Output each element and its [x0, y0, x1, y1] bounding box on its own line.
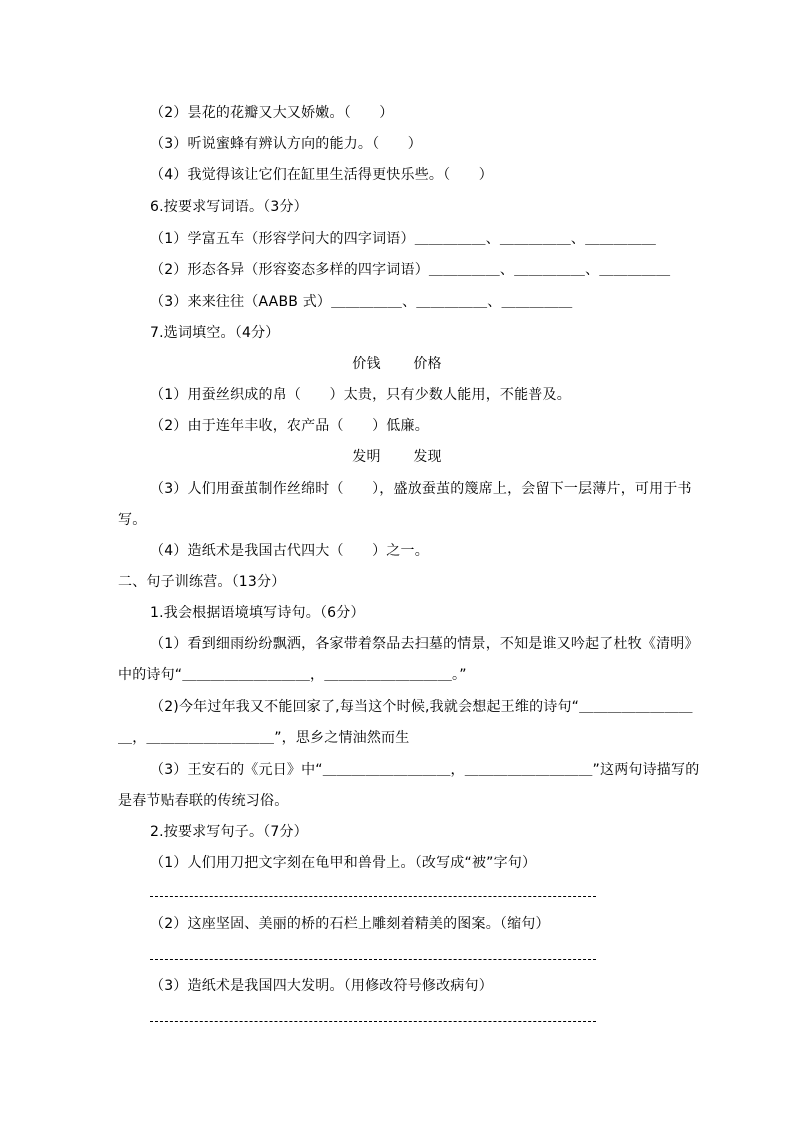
word-option: 价格	[413, 356, 442, 372]
word-option: 发现	[413, 449, 442, 465]
q7-item-1: （1）用蚕丝织成的帛（ ）太贵，只有少数人能用，不能普及。	[150, 387, 571, 403]
answer-line-3[interactable]	[150, 1021, 596, 1022]
answer-line-1[interactable]	[150, 896, 596, 897]
q6-item-1: （1）学富五车（形容学问大的四字词语）＿＿＿＿＿、＿＿＿＿＿、＿＿＿＿＿	[150, 231, 657, 247]
q7-heading: 7.选词填空。（4分）	[150, 325, 280, 341]
word-option: 发明	[352, 449, 381, 465]
q5-item-4: （4）我觉得该让它们在缸里生活得更快乐些。（ ）	[150, 167, 493, 183]
s2-q2-item-3: （3）造纸术是我国四大发明。（用修改符号修改病句）	[150, 978, 493, 994]
q7-item-2: （2）由于连年丰收，农产品（ ）低廉。	[150, 418, 429, 434]
q7-item-4: （4）造纸术是我国古代四大（ ）之一。	[150, 543, 429, 559]
q6-item-2: （2）形态各异（形容姿态多样的四字词语）＿＿＿＿＿、＿＿＿＿＿、＿＿＿＿＿	[150, 262, 671, 278]
q7-word-group-1	[0, 355, 794, 373]
q7-item-3-line-1: （3）人们用蚕茧制作丝绵时（ ），盛放蚕茧的篾席上，会留下一层薄片，可用于书	[150, 481, 692, 497]
s2-q1-item-1-line-1: （1）看到细雨纷纷飘洒，各家带着祭品去扫墓的情景，不知是谁又吟起了杜牧《清明》	[150, 636, 699, 652]
section-2-heading: 二、句子训练营。（13分）	[118, 574, 286, 590]
s2-q1-item-3-line-2: 是春节贴春联的传统习俗。	[118, 793, 289, 809]
q6-heading: 6.按要求写词语。（3分）	[150, 199, 308, 215]
q5-item-2: （2）昙花的花瓣又大又娇嫩。（ ）	[150, 105, 394, 121]
q6-item-3: （3）来来往往（AABB 式）＿＿＿＿＿、＿＿＿＿＿、＿＿＿＿＿	[150, 294, 573, 310]
word-option: 价钱	[352, 356, 381, 372]
s2-q1-item-2-line-1: （2)今年过年我又不能回家了,每当这个时候,我就会想起王维的诗句“＿＿＿＿＿＿＿＿	[150, 699, 693, 715]
s2-q2-heading: 2.按要求写句子。（7分）	[150, 824, 308, 840]
s2-q2-item-2: （2）这座坚固、美丽的桥的石栏上雕刻着精美的图案。（缩句）	[150, 916, 550, 932]
s2-q1-item-2-line-2: ＿，＿＿＿＿＿＿＿＿＿”，思乡之情油然而生	[118, 730, 410, 746]
q7-word-group-2	[0, 448, 794, 466]
answer-line-2[interactable]	[150, 959, 596, 960]
s2-q1-item-1-line-2: 中的诗句“＿＿＿＿＿＿＿＿＿，＿＿＿＿＿＿＿＿＿。”	[118, 667, 467, 683]
s2-q1-item-3-line-1: （3）王安石的《元日》中“＿＿＿＿＿＿＿＿＿，＿＿＿＿＿＿＿＿＿”这两句诗描写的	[150, 762, 700, 778]
s2-q2-item-1: （1）人们用刀把文字刻在龟甲和兽骨上。（改写成“被”字句）	[150, 855, 537, 871]
s2-q1-heading: 1.我会根据语境填写诗句。（6分）	[150, 605, 365, 621]
q7-item-3-line-2: 写。	[118, 512, 147, 528]
q5-item-3: （3）听说蜜蜂有辨认方向的能力。（ ）	[150, 136, 422, 152]
